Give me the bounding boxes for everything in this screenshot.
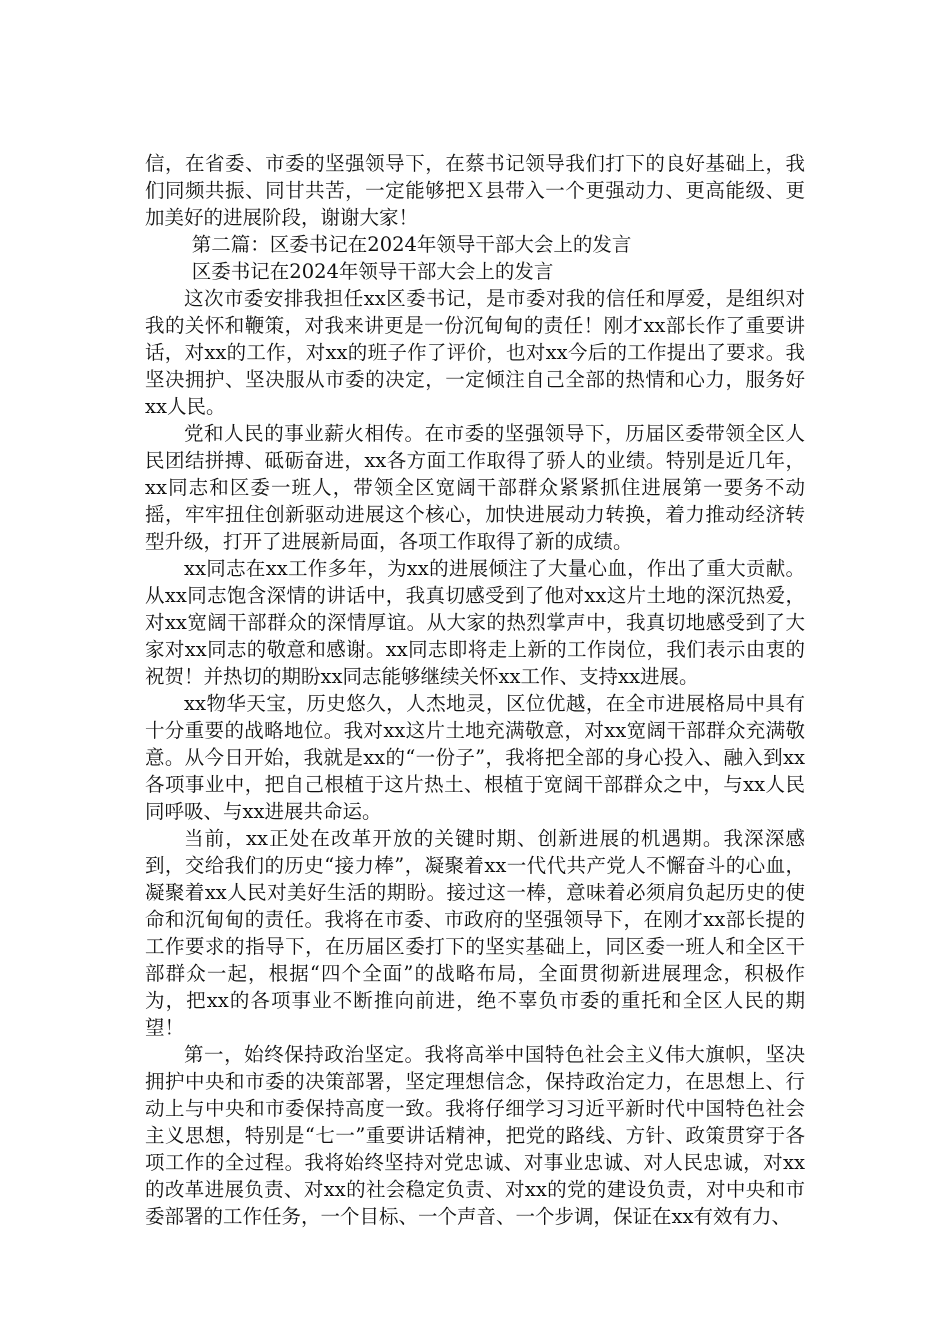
document-page xyxy=(145,150,805,1230)
paragraph: 当前，xx正处在改革开放的关键时期、创新进展的机遇期。我深深感到，交给我们的历史“接力棒”，凝聚着xx一代代共产党人不懈奋斗的心血，凝聚着xx人民对美好生活的期盼。接过这一棒，意味着必须肩负起历史的使命和沉甸甸的责任。我将在市委、市政府的坚强领导下，在刚才xx部长提的工作要求的指导下，在历届区委打下的坚实基础上，同区委一班人和全区干部群众一起，根据“四个全面”的战略布局，全面贯彻新进展理念，积极作为，把xx的各项事业不断推向前进，绝不辜负市委的重托和全区人民的期望！ xyxy=(145,827,805,1039)
paragraph: 这次市委安排我担任xx区委书记，是市委对我的信任和厚爱，是组织对我的关怀和鞭策，对我来讲更是一份沉甸甸的责任！刚才xx部长作了重要讲话，对xx的工作，对xx的班子作了评价，也对xx今后的工作提出了要求。我坚决拥护、坚决服从市委的决定，一定倾注自己全部的热情和心力，服务好xx人民。 xyxy=(145,287,805,418)
speech-title: 区委书记在2024年领导干部大会上的发言 xyxy=(191,260,554,283)
paragraph: xx同志在xx工作多年，为xx的进展倾注了大量心血，作出了重大贡献。从xx同志饱含深情的讲话中，我真切感受到了他对xx这片土地的深沉热爱，对xx宽阔干部群众的深情厚谊。从大家的热烈掌声中，我真切地感受到了大家对xx同志的敬意和感谢。xx同志即将走上新的工作岗位，我们表示由衷的祝贺！并热切的期盼xx同志能够继续关怀xx工作、支持xx进展。 xyxy=(145,557,805,688)
paragraph: xx物华天宝，历史悠久，人杰地灵，区位优越，在全市进展格局中具有十分重要的战略地位。我对xx这片土地充满敬意，对xx宽阔干部群众充满敬意。从今日开始，我就是xx的“一份子”，我将把全部的身心投入、融入到xx各项事业中，把自己根植于这片热土、根植于宽阔干部群众之中，与xx人民同呼吸、与xx进展共命运。 xyxy=(145,692,805,823)
paragraph: 第一，始终保持政治坚定。我将高举中国特色社会主义伟大旗帜，坚决拥护中央和市委的决策部署，坚定理想信念，保持政治定力，在思想上、行动上与中央和市委保持高度一致。我将仔细学习习近平新时代中国特色社会主义思想，特别是“七一”重要讲话精神，把党的路线、方针、政策贯穿于各项工作的全过程。我将始终坚持对党忠诚、对事业忠诚、对人民忠诚，对xx的改革进展负责、对xx的社会稳定负责、对xx的党的建设负责，对中央和市委部署的工作任务，一个目标、一个声音、一个步调，保证在xx有效有力、 xyxy=(145,1043,805,1228)
paragraph: 党和人民的事业薪火相传。在市委的坚强领导下，历届区委带领全区人民团结拼搏、砥砺奋进，xx各方面工作取得了骄人的业绩。特别是近几年，xx同志和区委一班人，带领全区宽阔干部群众紧紧抓住进展第一要务不动摇，牢牢扭住创新驱动进展这个核心，加快进展动力转换，着力推动经济转型升级，打开了进展新局面，各项工作取得了新的成绩。 xyxy=(145,422,805,553)
paragraph-continued: 信，在省委、市委的坚强领导下，在蔡书记领导我们打下的良好基础上，我们同频共振、同甘共苦，一定能够把Ｘ县带入一个更强动力、更高能级、更加美好的进展阶段，谢谢大家！ xyxy=(145,152,805,229)
section-heading: 第二篇：区委书记在2024年领导干部大会上的发言 xyxy=(191,233,632,256)
